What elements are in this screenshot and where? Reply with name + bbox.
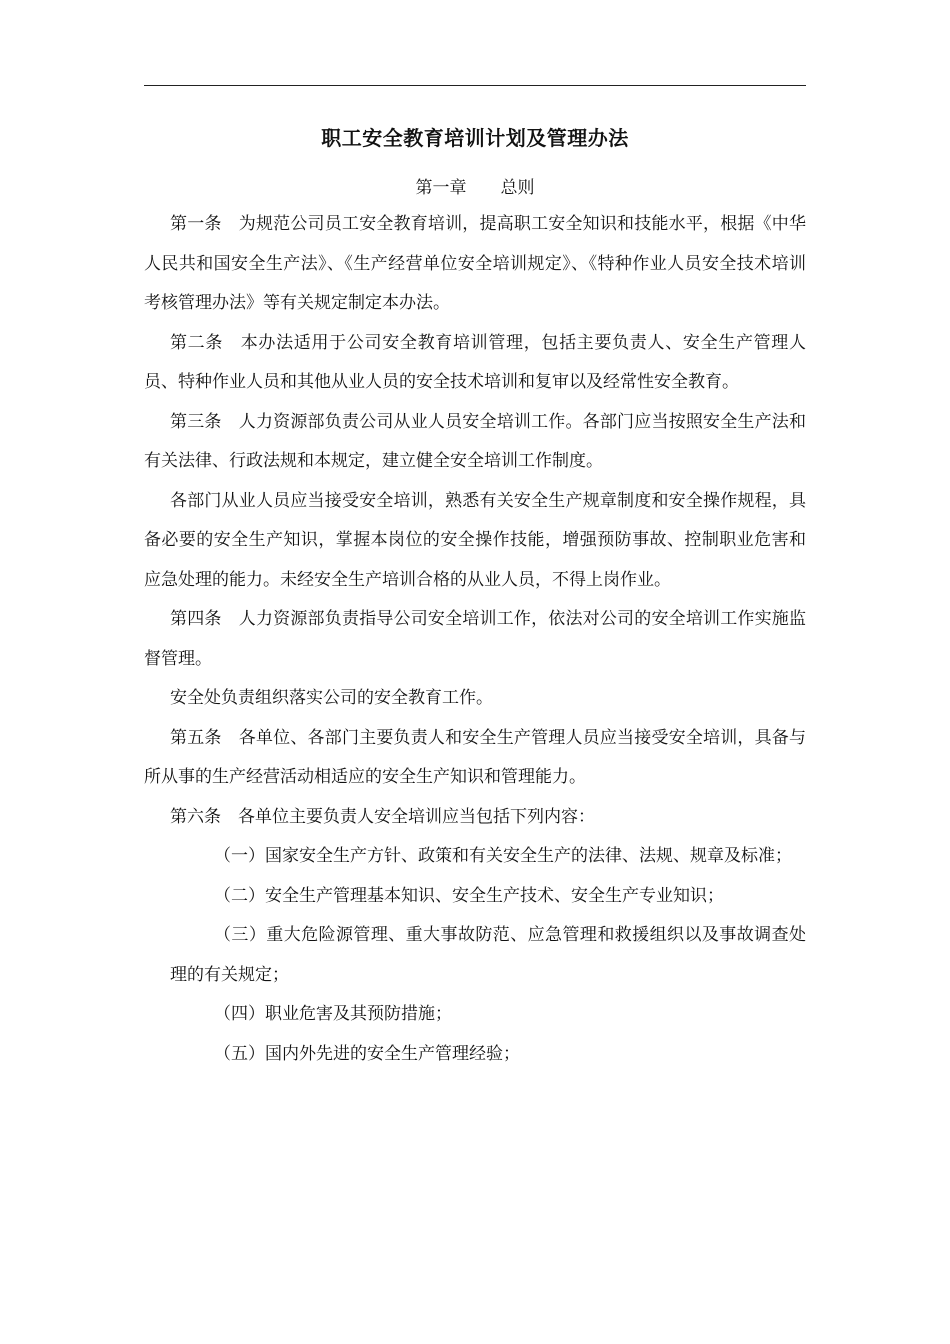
chapter-heading: 第一章 总则 (415, 178, 535, 198)
list-item: （一）国家安全生产方针、政策和有关安全生产的法律、法规、规章及标准； (214, 846, 792, 866)
document-title: 职工安全教育培训计划及管理办法 (321, 126, 629, 150)
document-body (144, 118, 806, 1074)
article-1: 第一条 为规范公司员工安全教育培训，提高职工安全知识和技能水平，根据《中华人民共和国安全生产法》、《生产经营单位安全培训规定》、《特种作业人员安全技术培训考核管理办法》等有关规定制定本办法。 (144, 214, 806, 313)
article-4-continued: 安全处负责组织落实公司的安全教育工作。 (170, 688, 493, 708)
list-item: （五）国内外先进的安全生产管理经验； (214, 1043, 520, 1064)
article-3-continued: 各部门从业人员应当接受安全培训，熟悉有关安全生产规章制度和安全操作规程，具备必要的安全生产知识，掌握本岗位的安全操作技能，增强预防事故、控制职业危害和应急处理的能力。未经安全生产培训合格的从业人员，不得上岗作业。 (144, 490, 806, 590)
header-rule (144, 85, 806, 86)
article-6: 第六条 各单位主要负责人安全培训应当包括下列内容： (170, 806, 595, 827)
article-3: 第三条 人力资源部负责公司从业人员安全培训工作。各部门应当按照安全生产法和有关法律、行政法规和本规定，建立健全安全培训工作制度。 (144, 411, 806, 471)
article-4: 第四条 人力资源部负责指导公司安全培训工作，依法对公司的安全培训工作实施监督管理。 (144, 609, 806, 669)
article-5: 第五条 各单位、各部门主要负责人和安全生产管理人员应当接受安全培训，具备与所从事的生产经营活动相适应的安全生产知识和管理能力。 (144, 727, 806, 787)
list-item: （四）职业危害及其预防措施； (214, 1004, 452, 1024)
list-item: （三）重大危险源管理、重大事故防范、应急管理和救援组织以及事故调查处理的有关规定； (170, 925, 806, 985)
list-item: （二）安全生产管理基本知识、安全生产技术、安全生产专业知识； (214, 885, 724, 906)
article-2: 第二条 本办法适用于公司安全教育培训管理，包括主要负责人、安全生产管理人员、特种作业人员和其他从业人员的安全技术培训和复审以及经常性安全教育。 (144, 332, 806, 392)
